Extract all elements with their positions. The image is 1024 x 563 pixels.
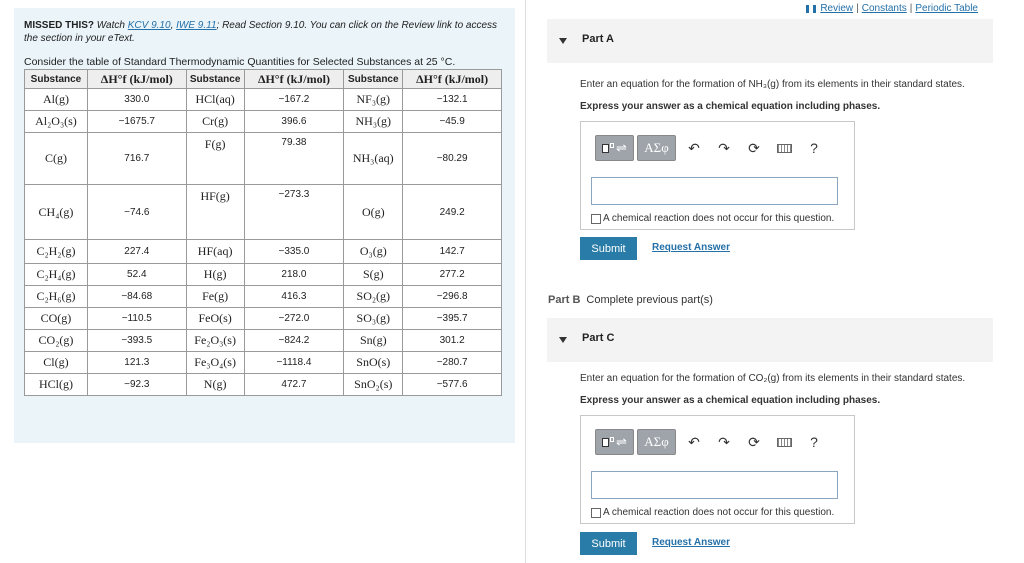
undo-icon[interactable]: ↶ <box>688 139 700 156</box>
value-cell: −84.68 <box>87 286 186 308</box>
substance-cell: NF₃(g) <box>344 89 403 111</box>
substance-cell: FeO(s) <box>186 308 244 330</box>
value-cell: 301.2 <box>403 330 502 352</box>
substance-cell: NH₃(aq) <box>344 133 403 185</box>
value-cell: −110.5 <box>87 308 186 330</box>
value-cell: −335.0 <box>244 240 344 264</box>
substance-cell: NH₃(g) <box>344 111 403 133</box>
link-separator: | <box>856 3 859 14</box>
constants-link[interactable]: Constants <box>861 3 907 14</box>
value-cell: 277.2 <box>403 264 502 286</box>
value-cell: −80.29 <box>403 133 502 185</box>
part-a-express: Express your answer as a chemical equation including phases. <box>580 101 881 112</box>
value-cell: −74.6 <box>87 185 186 240</box>
value-cell: 472.7 <box>244 374 344 396</box>
value-cell: −272.0 <box>244 308 344 330</box>
substance-cell: SnO(s) <box>344 352 403 374</box>
part-a-submit-button[interactable]: Submit <box>580 237 637 260</box>
col-header: Substance <box>344 70 403 89</box>
value-cell: 227.4 <box>87 240 186 264</box>
value-cell: −132.1 <box>403 89 502 111</box>
missed-label: MISSED THIS? <box>24 20 95 31</box>
value-cell: 142.7 <box>403 240 502 264</box>
value-cell: 396.6 <box>244 111 344 133</box>
table-row <box>25 185 502 240</box>
value-cell: −1118.4 <box>244 352 344 374</box>
value-cell: 416.3 <box>244 286 344 308</box>
iwe-link[interactable]: IWE 9.11 <box>176 20 217 31</box>
thermo-table <box>24 69 502 396</box>
substance-cell: SO₂(g) <box>344 286 403 308</box>
reset-icon[interactable]: ⟳ <box>748 433 760 450</box>
substance-cell: H(g) <box>186 264 244 286</box>
substance-cell: Sn(g) <box>344 330 403 352</box>
substance-cell: F(g) <box>186 133 244 185</box>
problem-panel <box>14 8 515 443</box>
substance-cell: Al₂O₃(s) <box>25 111 88 133</box>
substance-cell: N(g) <box>186 374 244 396</box>
value-cell: −273.3 <box>244 185 344 240</box>
link-separator: | <box>909 3 913 14</box>
keyboard-icon[interactable] <box>769 135 799 161</box>
template-icon <box>602 144 609 153</box>
symbols-label: ΑΣφ <box>644 140 669 155</box>
help-icon[interactable]: ? <box>810 434 818 450</box>
part-a-header[interactable] <box>547 19 993 63</box>
table-header-row <box>25 70 502 89</box>
part-c-answer-editor <box>580 415 855 524</box>
redo-icon[interactable]: ↷ <box>718 139 730 156</box>
value-cell: −45.9 <box>403 111 502 133</box>
substance-cell: HCl(g) <box>25 374 88 396</box>
part-c-express: Express your answer as a chemical equation including phases. <box>580 395 881 406</box>
substance-cell: HF(g) <box>186 185 244 240</box>
col-header: ΔH°f (kJ/mol) <box>403 70 502 89</box>
part-c-answer-input[interactable] <box>591 471 838 499</box>
collapse-triangle-icon <box>559 337 567 343</box>
value-cell: 330.0 <box>87 89 186 111</box>
watch-text: Watch <box>96 20 125 31</box>
undo-icon[interactable]: ↶ <box>688 433 700 450</box>
substance-cell: CH₄(g) <box>25 185 88 240</box>
value-cell: −1675.7 <box>87 111 186 133</box>
part-c-title: Part C <box>582 332 615 344</box>
substance-cell: SnO₂(s) <box>344 374 403 396</box>
top-links <box>806 3 978 14</box>
part-a-answer-editor <box>580 121 855 230</box>
substance-cell: Fe(g) <box>186 286 244 308</box>
substance-cell: SO₃(g) <box>344 308 403 330</box>
value-cell: 249.2 <box>403 185 502 240</box>
symbols-label: ΑΣφ <box>644 434 669 449</box>
table-row <box>25 89 502 111</box>
table-row <box>25 264 502 286</box>
redo-icon[interactable]: ↷ <box>718 433 730 450</box>
part-c-header[interactable] <box>547 318 993 362</box>
part-c-no-reaction-option[interactable] <box>591 507 834 518</box>
substance-cell: Fe₂O₃(s) <box>186 330 244 352</box>
part-a-no-reaction-option[interactable] <box>591 213 834 224</box>
collapse-triangle-icon <box>559 38 567 44</box>
substance-cell: C₂H₄(g) <box>25 264 88 286</box>
keyboard-icon[interactable] <box>769 429 799 455</box>
table-row <box>25 286 502 308</box>
substance-cell: O(g) <box>344 185 403 240</box>
no-reaction-label: A chemical reaction does not occur for this question. <box>603 507 835 518</box>
table-row <box>25 308 502 330</box>
kcv-link[interactable]: KCV 9.10 <box>127 20 171 31</box>
substance-cell: O₃(g) <box>344 240 403 264</box>
symbols-button[interactable] <box>637 429 676 455</box>
part-c-submit-button[interactable]: Submit <box>580 532 637 555</box>
part-b-row <box>548 294 713 306</box>
no-reaction-checkbox[interactable] <box>591 214 601 224</box>
substance-cell: HCl(aq) <box>186 89 244 111</box>
table-caption: Consider the table of Standard Thermodynamic Quantities for Selected Substances at 25 °C. <box>24 56 456 68</box>
editor-toolbar <box>595 135 829 161</box>
review-bars-icon <box>806 5 816 13</box>
table-row <box>25 352 502 374</box>
value-cell: 79.38 <box>244 133 344 185</box>
missed-rest-text: ; Read Section 9.10. You can click on the Review link to access the section in your eText. <box>24 20 498 44</box>
value-cell: −577.6 <box>403 374 502 396</box>
substance-cell: HF(aq) <box>186 240 244 264</box>
review-link[interactable]: Review <box>820 3 854 14</box>
part-b-title: Part B <box>548 294 581 306</box>
part-a-prompt: Enter an equation for the formation of NH₃(g) from its elements in their standard states. <box>580 79 965 90</box>
table-row <box>25 133 502 185</box>
template-button[interactable]: ⇌ <box>595 135 634 161</box>
substance-cell: C(g) <box>25 133 88 185</box>
substance-cell: Fe₃O₄(s) <box>186 352 244 374</box>
value-cell: −92.3 <box>87 374 186 396</box>
substance-cell: Cl(g) <box>25 352 88 374</box>
editor-toolbar <box>595 429 829 455</box>
reset-icon[interactable]: ⟳ <box>748 139 760 156</box>
col-header: Substance <box>25 70 88 89</box>
value-cell: −395.7 <box>403 308 502 330</box>
no-reaction-label: A chemical reaction does not occur for this question. <box>603 213 835 224</box>
table-row <box>25 240 502 264</box>
substance-cell: C₂H₂(g) <box>25 240 88 264</box>
part-c-prompt: Enter an equation for the formation of CO₂(g) from its elements in their standard states. <box>580 373 966 384</box>
table-row <box>25 111 502 133</box>
template-icon <box>602 438 609 447</box>
col-header: ΔH°f (kJ/mol) <box>244 70 344 89</box>
substance-cell: Cr(g) <box>186 111 244 133</box>
substance-cell: Al(g) <box>25 89 88 111</box>
panel-divider <box>525 0 526 563</box>
symbols-button[interactable] <box>637 135 676 161</box>
part-a-answer-input[interactable] <box>591 177 838 205</box>
substance-cell: CO₂(g) <box>25 330 88 352</box>
substance-cell: C₂H₆(g) <box>25 286 88 308</box>
value-cell: −167.2 <box>244 89 344 111</box>
table-row <box>25 330 502 352</box>
link-separator: , <box>170 20 174 31</box>
part-c-request-answer-link[interactable]: Request Answer <box>652 537 730 548</box>
value-cell: −296.8 <box>403 286 502 308</box>
substance-cell: CO(g) <box>25 308 88 330</box>
periodic-table-link[interactable]: Periodic Table <box>915 3 978 14</box>
template-button[interactable]: ⇌ <box>595 429 634 455</box>
no-reaction-checkbox[interactable] <box>591 508 601 518</box>
value-cell: 218.0 <box>244 264 344 286</box>
substance-cell: S(g) <box>344 264 403 286</box>
help-icon[interactable]: ? <box>810 140 818 156</box>
value-cell: 121.3 <box>87 352 186 374</box>
value-cell: −280.7 <box>403 352 502 374</box>
value-cell: −824.2 <box>244 330 344 352</box>
value-cell: −393.5 <box>87 330 186 352</box>
col-header: ΔH°f (kJ/mol) <box>87 70 186 89</box>
table-row <box>25 374 502 396</box>
part-a-request-answer-link[interactable]: Request Answer <box>652 242 730 253</box>
value-cell: 716.7 <box>87 133 186 185</box>
value-cell: 52.4 <box>87 264 186 286</box>
part-b-status: Complete previous part(s) <box>586 294 713 306</box>
part-a-title: Part A <box>582 33 614 45</box>
col-header: Substance <box>186 70 244 89</box>
missed-this-note <box>24 19 504 45</box>
